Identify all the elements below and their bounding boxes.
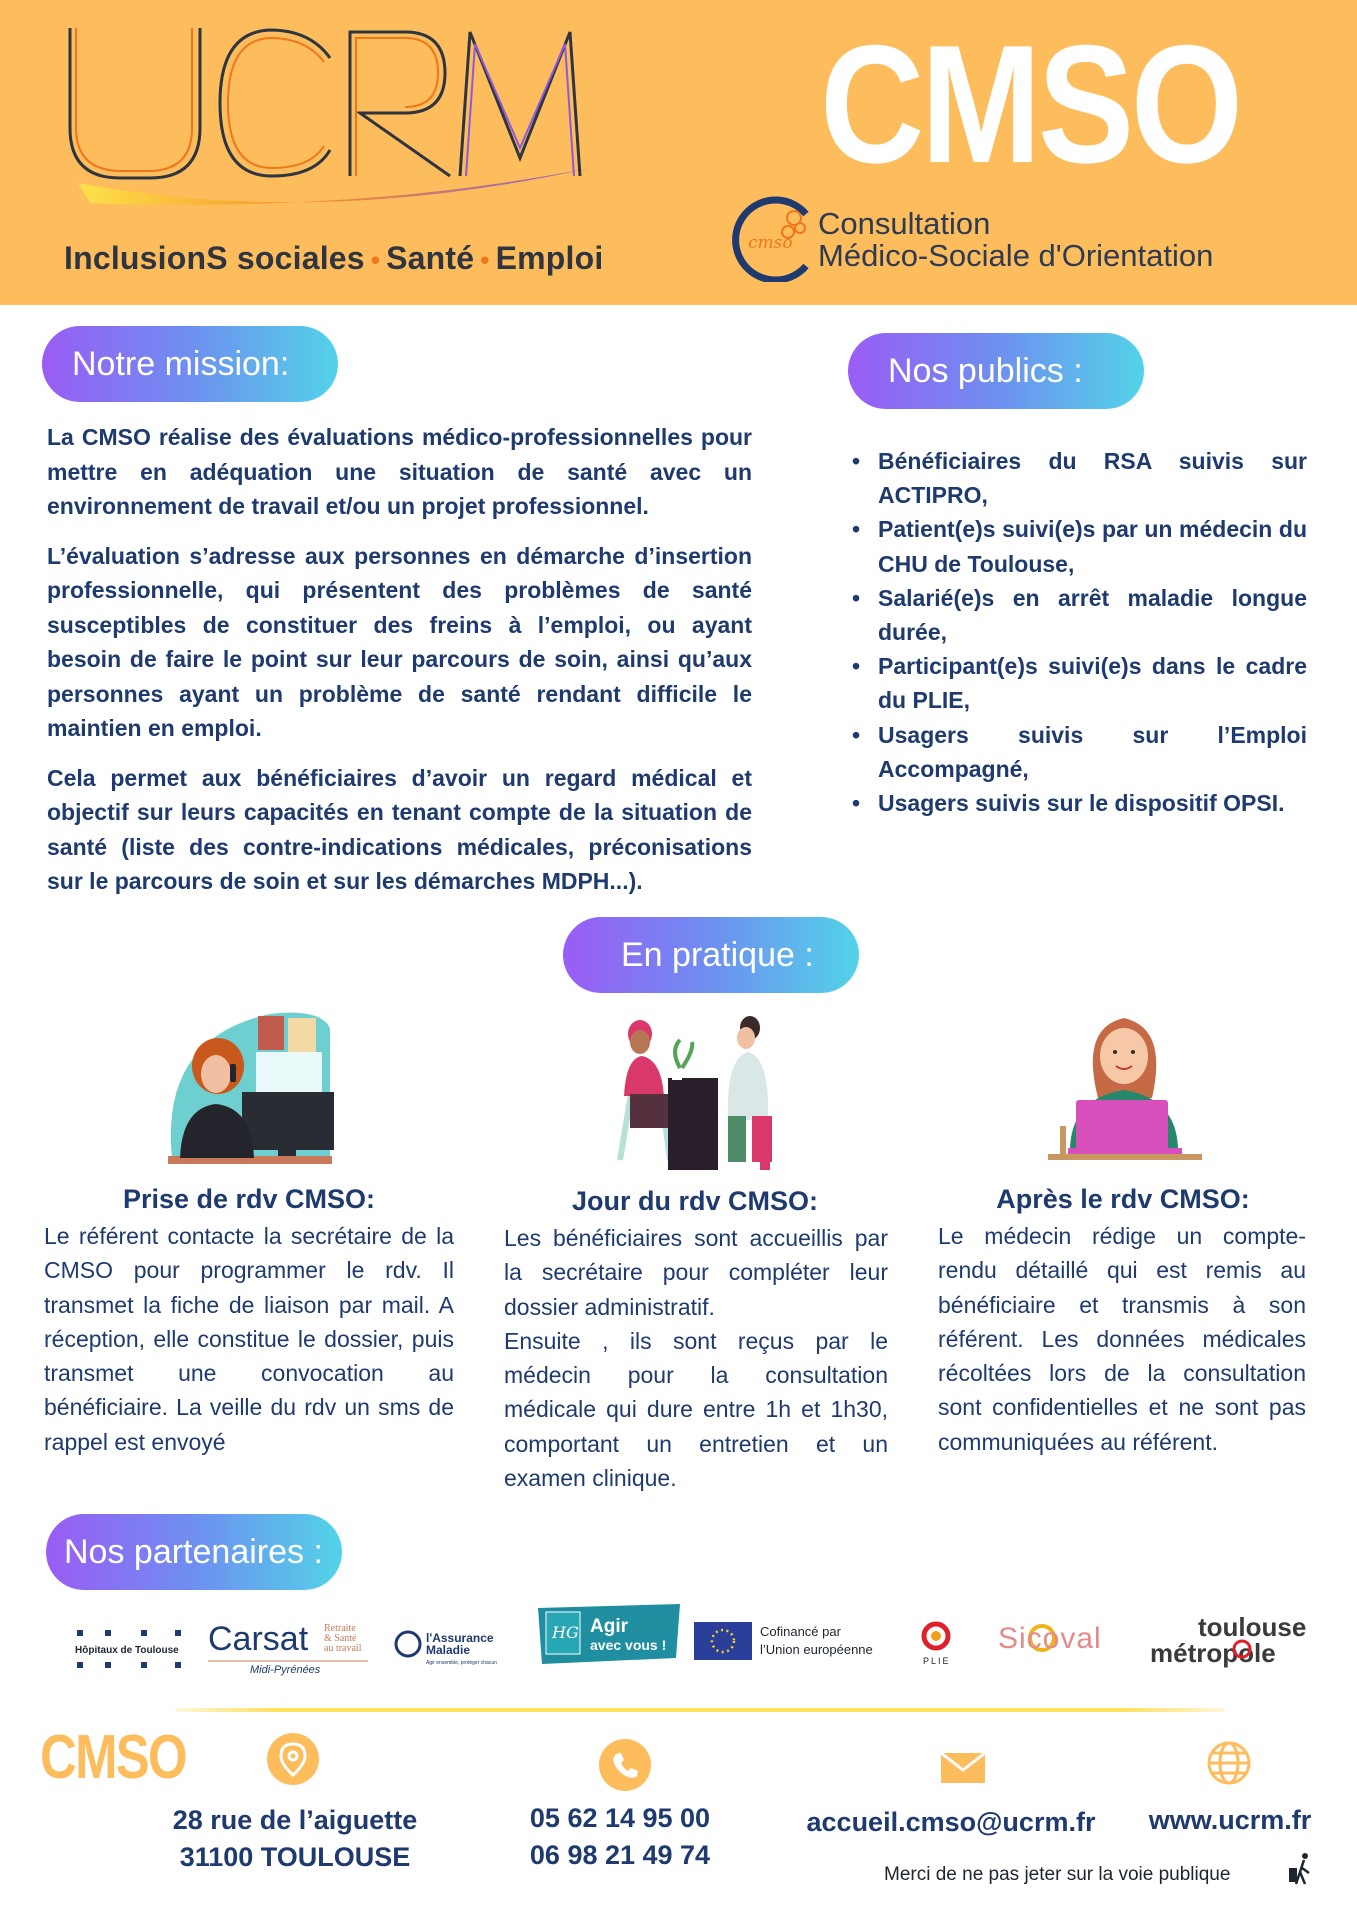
ameli-text: l'Assurance [426,1631,494,1645]
location-pin-icon [266,1732,320,1786]
list-item: • Salarié(e)s en arrêt maladie longue durée, [852,581,1307,649]
partners-logos [70,1598,1320,1678]
carsat-side-text: Retraite [324,1623,356,1634]
toulouse-metropole-logo [1150,1612,1320,1668]
report-writing-illustration [1040,1008,1210,1166]
ameli-text: Maladie [426,1643,471,1657]
list-item: • Usagers suivis sur le dispositif OPSI. [852,786,1307,820]
carsat-logo-text: Carsat [208,1620,309,1658]
cmso-subtitle-line2: Médico-Sociale d'Orientation [818,238,1214,273]
carsat-logo [208,1616,380,1676]
publics-heading: Nos publics : [848,333,1144,409]
cmso-emblem-text: cmso [748,233,793,253]
footer-divider [175,1708,1225,1712]
carsat-region-text: Midi-Pyrénées [250,1664,321,1676]
sicoval-text: Sicoval [998,1622,1102,1655]
email-link[interactable]: accueil.cmso@ucrm.fr [806,1807,1096,1837]
ameli-tagline: Agir ensemble, protéger chacun [426,1660,497,1666]
globe-icon [1206,1740,1252,1786]
tagline-dot: • [370,245,381,275]
agir-text: Agir [590,1616,628,1637]
carsat-side-text: & Santé [324,1633,357,1644]
column-text-apres: Le médecin rédige un compte-rendu détaillé qui est remis au bénéficiaire et transmis à son référent. Les données médicales récoltées lors de la consultation sont confidentielles et ne sont pas communiquées au référent. [938,1223,1306,1455]
hopitaux-logo-text: Hôpitaux de Toulouse [75,1645,179,1656]
hopitaux-toulouse-logo [75,1626,185,1670]
footer-phones [480,1800,760,1874]
agir-text: avec vous ! [590,1637,667,1653]
mission-paragraph: La CMSO réalise des évaluations médico-professionnelles pour mettre en adéquation une situation de santé avec un environnement de travail et/ou un projet professionnel. [47,424,752,519]
column-title-jour: Jour du rdv CMSO: [571,1186,818,1216]
consultation-illustration [610,1010,790,1170]
assurance-maladie-logo [394,1624,504,1668]
phone-call-illustration [160,1008,340,1168]
tagline-emploi: Emploi [495,240,604,276]
tagline-inclusion: InclusionS sociales [64,240,365,276]
trash-bin-icon [1288,1852,1314,1886]
pratique-heading: En pratique : [563,917,859,993]
address-line: 31100 TOULOUSE [179,1842,411,1872]
disposal-note: Merci de ne pas jeter sur la voie publique [884,1864,1231,1885]
toulouse-text: toulouse [1198,1612,1307,1642]
tagline-sante: Santé [386,240,475,276]
agir-avec-vous-logo [536,1602,682,1668]
phone-icon [598,1738,652,1792]
cmso-subtitle-line1: Consultation [818,206,991,241]
address-line: 28 rue de l’aiguette [172,1805,418,1835]
footer-cmso-logo: CMSO [40,1723,186,1792]
plie-logo [914,1616,958,1670]
email-icon [940,1752,986,1784]
svg-text:HG: HG [552,1623,579,1642]
ucrm-logo [60,18,600,228]
mission-paragraph: L’évaluation s’adresse aux personnes en démarche d’insertion professionnelle, qui présentent des problèmes de santé susceptibles de constituer des freins à l’emploi, ou ayant besoin de faire le point sur leur parcours de soin, ainsi qu’aux personnes ayant un problème de santé rendant difficile le maintien en emploi. [47,542,752,741]
cmso-emblem-logo [730,196,818,282]
eu-cofinance-logo [694,1618,884,1662]
mission-paragraph: Cela permet aux bénéficiaires d’avoir un regard médical et objectif sur leurs capacités en tenant compte de la situation de santé (liste des contre-indications médicales, préconisations sur le parcours de soin et sur les démarches MDPH...). [47,764,752,894]
column-title-apres: Après le rdv CMSO: [996,1184,1250,1214]
eu-text: Cofinancé par [760,1624,841,1639]
list-item: • Bénéficiaires du RSA suivis sur ACTIPRO, [852,444,1307,512]
column-text-jour-part2: Ensuite , ils sont reçus par le médecin pour la consultation médicale qui dure entre 1h et 1h30, comportant un entretien et un examen clinique. [504,1327,888,1492]
ucrm-tagline [64,240,603,277]
partners-heading: Nos partenaires : [46,1514,342,1590]
mission-text [47,420,752,914]
column-text-jour-part1: Les bénéficiaires sont accueillis par la secrétaire pour compléter leur dossier administratif. [504,1225,888,1320]
column-title-prise: Prise de rdv CMSO: [122,1184,376,1214]
column-text-jour [504,1221,888,1495]
mission-heading: Notre mission: [42,326,338,402]
website-link[interactable]: www.ucrm.fr [1148,1805,1312,1835]
footer-address [150,1802,440,1876]
column-text-prise: Le référent contacte la secrétaire de la CMSO pour programmer le rdv. Il transmet la fiche de liaison par mail. A réception, elle constitue le dossier, puis transmet une convocation au bénéficiaire. La veille du rdv un sms de rappel est envoyé [44,1223,454,1455]
list-item: • Patient(e)s suivi(e)s par un médecin du CHU de Toulouse, [852,512,1307,580]
list-item: • Participant(e)s suivi(e)s dans le cadre du PLIE, [852,649,1307,717]
publics-list [852,444,1307,820]
cmso-title: CMSO [820,10,1240,198]
eu-text: l’Union européenne [760,1642,873,1657]
cmso-subtitle [818,208,1213,272]
sicoval-logo [998,1616,1102,1666]
phone-number[interactable]: 06 98 21 49 74 [529,1840,711,1870]
list-item: • Usagers suivis sur l’Emploi Accompagné, [852,718,1307,786]
carsat-side-text: au travail [324,1643,362,1654]
tagline-dot: • [480,245,490,275]
header-banner [0,0,1357,305]
phone-number[interactable]: 05 62 14 95 00 [529,1803,711,1833]
metropole-text: métropole [1150,1638,1276,1668]
plie-text: PLIE [923,1656,951,1666]
